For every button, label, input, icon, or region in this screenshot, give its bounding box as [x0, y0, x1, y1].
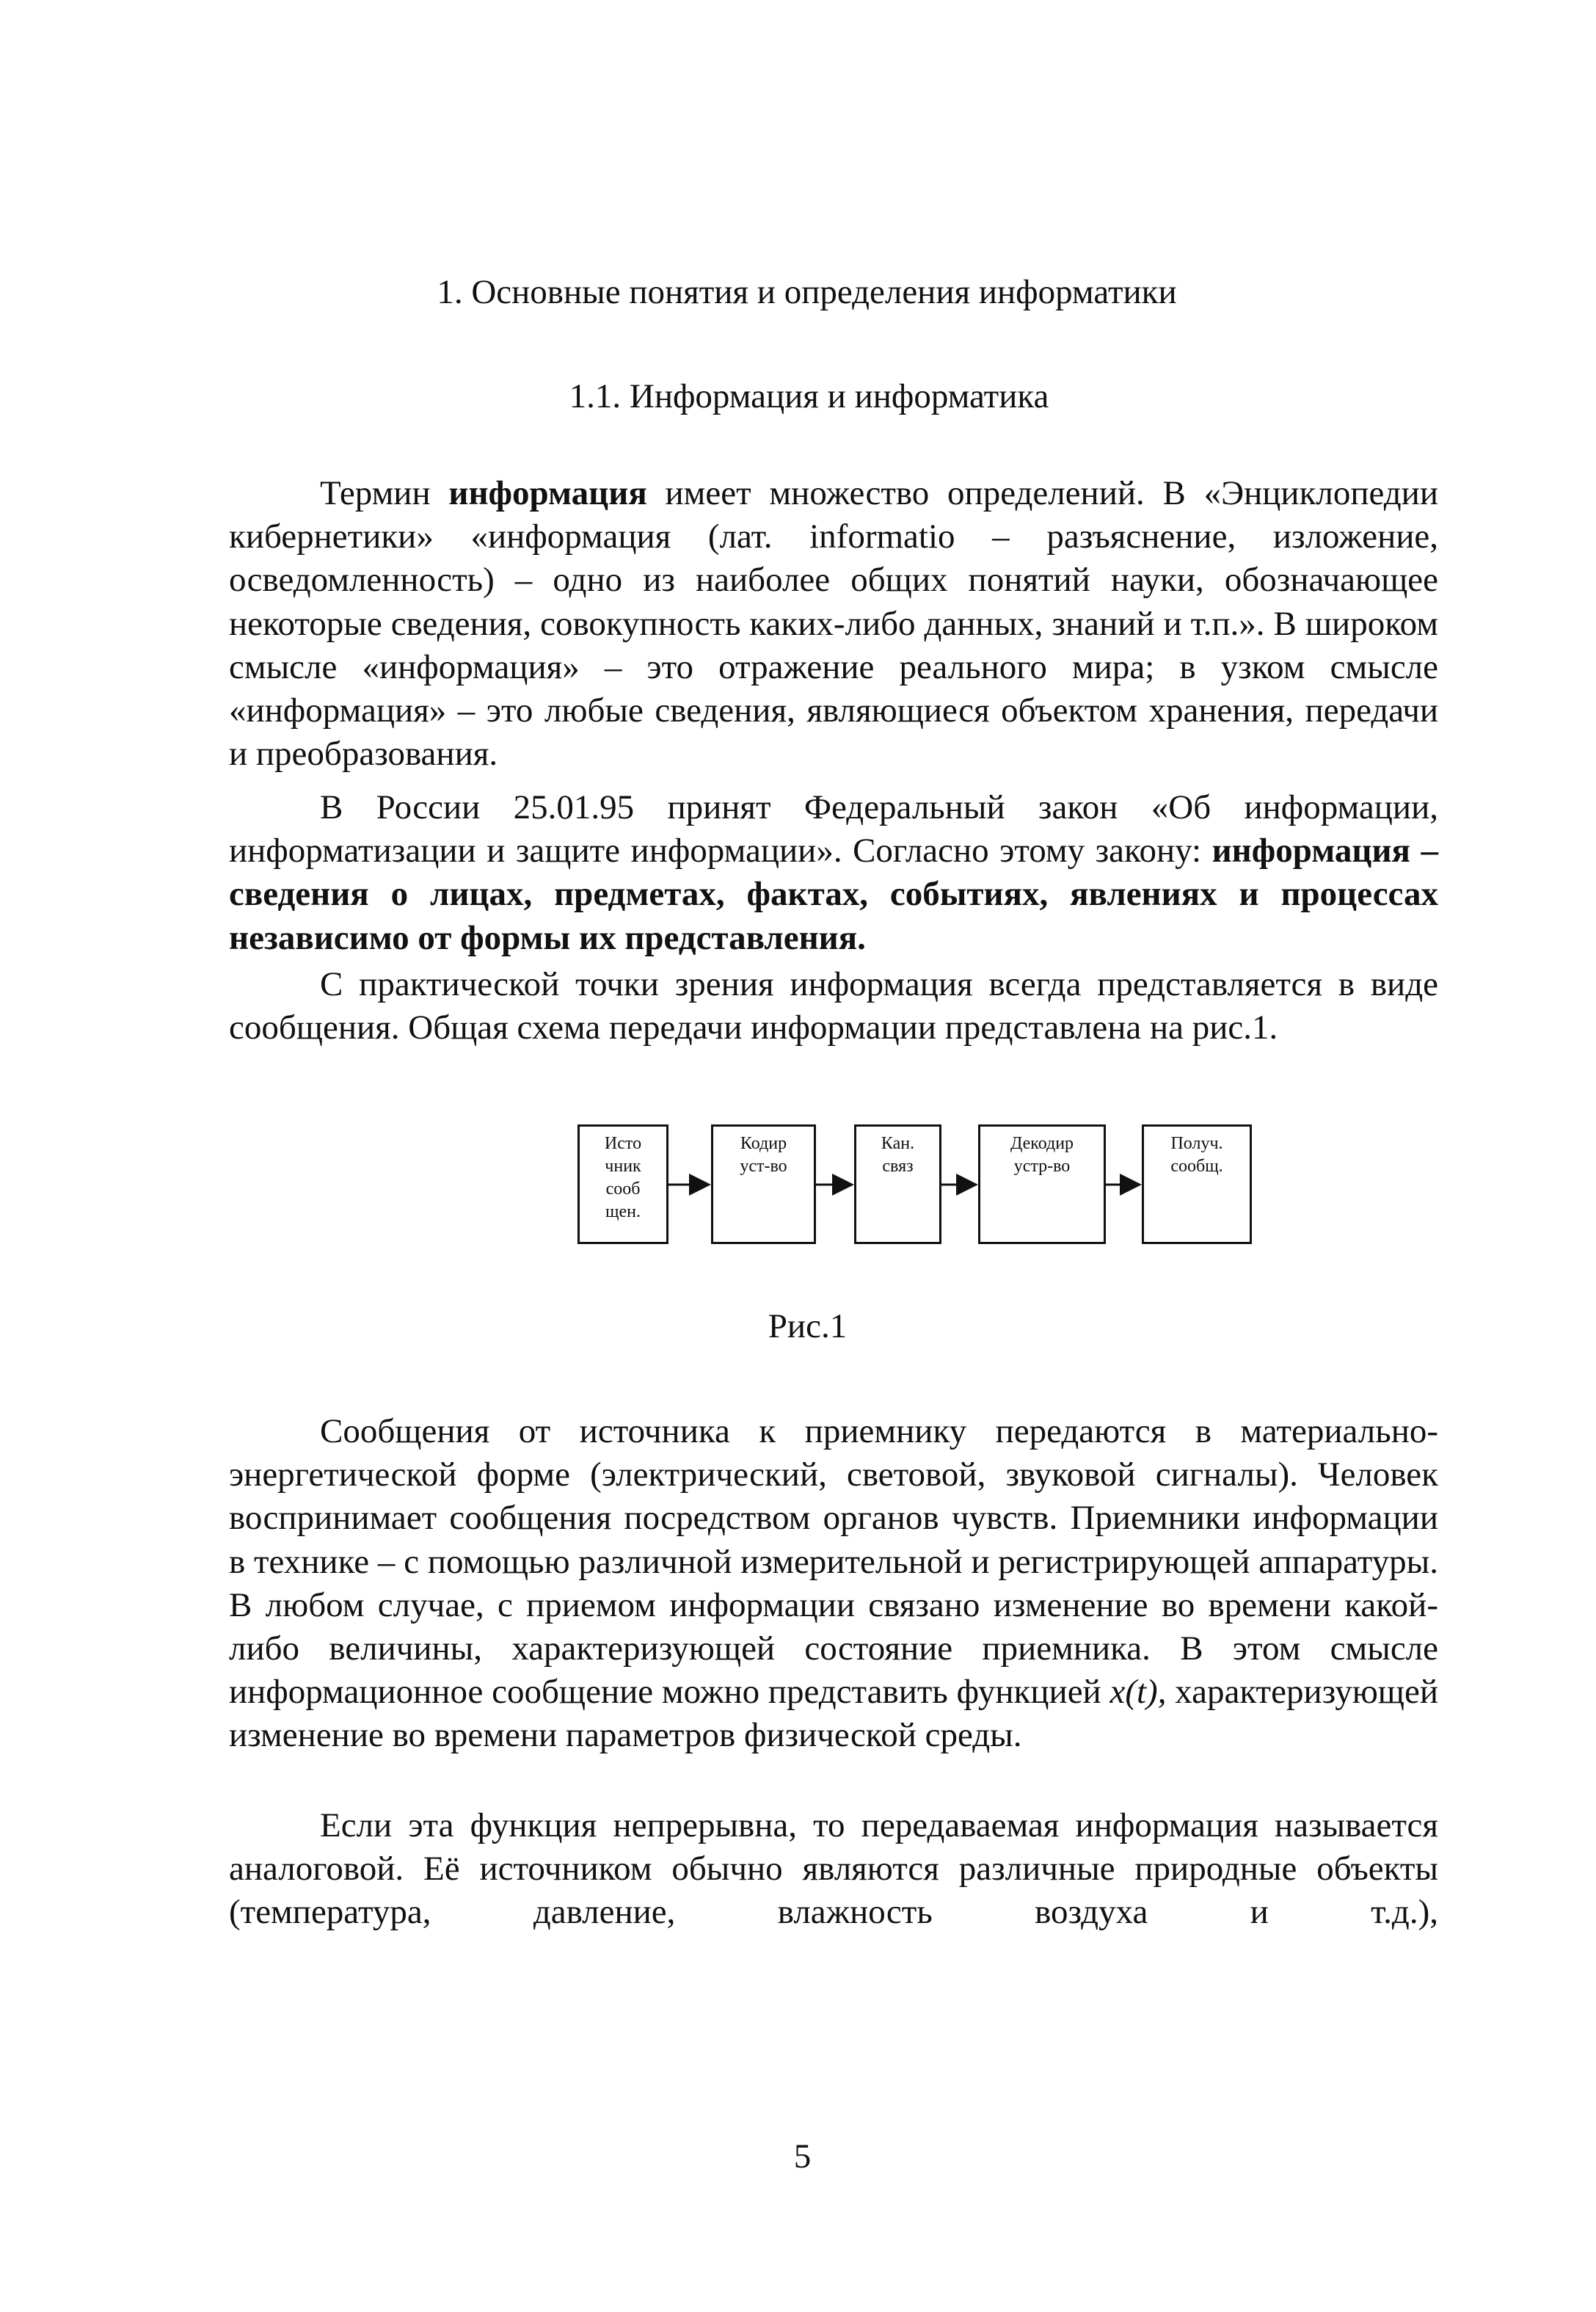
box-receiver [1142, 1124, 1252, 1244]
box-decoder [978, 1124, 1106, 1244]
function-xt-italic: x(t), [1109, 1673, 1167, 1712]
paragraph1-lead: Термин [320, 474, 449, 512]
paragraph-federal-law [229, 786, 1438, 960]
paragraph-analog-info: Если эта функция непрерывна, то передаваемая информация называется аналоговой. Её источником обычно являются различные природные объекты (температура, давление, влажность воздуха и т.д.), [229, 1806, 1438, 1932]
box-message-source [577, 1124, 668, 1244]
paragraph4-after: характеризующей изменение во времени параметров физической среды. [229, 1673, 1439, 1755]
box-channel-line: Кан. [881, 1134, 915, 1153]
box-receiver-line: сообщ. [1170, 1157, 1223, 1176]
paragraph2-lead: В России 25.01.95 принят Федеральный закон «Об информации, информатизации и защите информации». Согласно этому закону: [229, 788, 1438, 870]
box-source-line: чник [605, 1157, 641, 1176]
page-number: 5 [793, 2137, 812, 2175]
box-encoder [711, 1124, 816, 1244]
paragraph4-before: Сообщения от источника к приемнику передаются в материально-энергетической форме (электрический, световой, звуковой сигналы). Человек воспринимает сообщения посредством органов чувств. Приемники информации в технике – с помощью различной измерительной и регистрирующей аппаратуры. В любом случае, с приемом информации связано изменение во времени какой-либо величины, характеризующей состояние приемника. В этом смысле информационное сообщение можно представить функцией [229, 1412, 1438, 1712]
box-source-line: Исто [604, 1134, 642, 1153]
paragraph1-rest: имеет множество определений. В «Энциклопедии кибернетики» «информация (лат. informatio – разъяснение, изложение, осведомленность) – одно из наиболее общих понятий науки, обозначающее некоторые сведения, совокупность каких-либо данных, знаний и т.п.». В широком смысле «информация» – это отражение реального мира; в узком смысле «информация» – это любые сведения, являющиеся объектом хранения, передачи и преобразования. [229, 474, 1438, 774]
chapter-heading: 1. Основные понятия и определения информатики [437, 273, 1177, 311]
paragraph-material-energy [229, 1410, 1438, 1758]
term-information-bold: информация [448, 474, 647, 512]
box-decoder-line: устр-во [1013, 1157, 1071, 1176]
box-channel-line: связ [882, 1157, 914, 1176]
law-definition-bold: информация – сведения о лицах, предметах, фактах, событиях, явлениях и процессах независимо от формы их представления. [229, 832, 1438, 957]
box-encoder-line: уст-во [740, 1157, 787, 1176]
box-decoder-line: Декодир [1010, 1134, 1074, 1153]
box-source-line: сооб [605, 1179, 641, 1199]
box-source-line: щен. [605, 1202, 641, 1221]
box-channel [854, 1124, 941, 1244]
section-heading: 1.1. Информация и информатика [569, 377, 1049, 415]
paragraph-message-scheme: С практической точки зрения информация всегда представляется в виде сообщения. Общая схема передачи информации представлена на рис.1. [229, 965, 1438, 1047]
box-receiver-line: Получ. [1170, 1134, 1223, 1153]
paragraph-definition-term [229, 472, 1438, 776]
box-encoder-line: Кодир [740, 1134, 787, 1153]
figure-caption: Рис.1 [768, 1307, 848, 1345]
